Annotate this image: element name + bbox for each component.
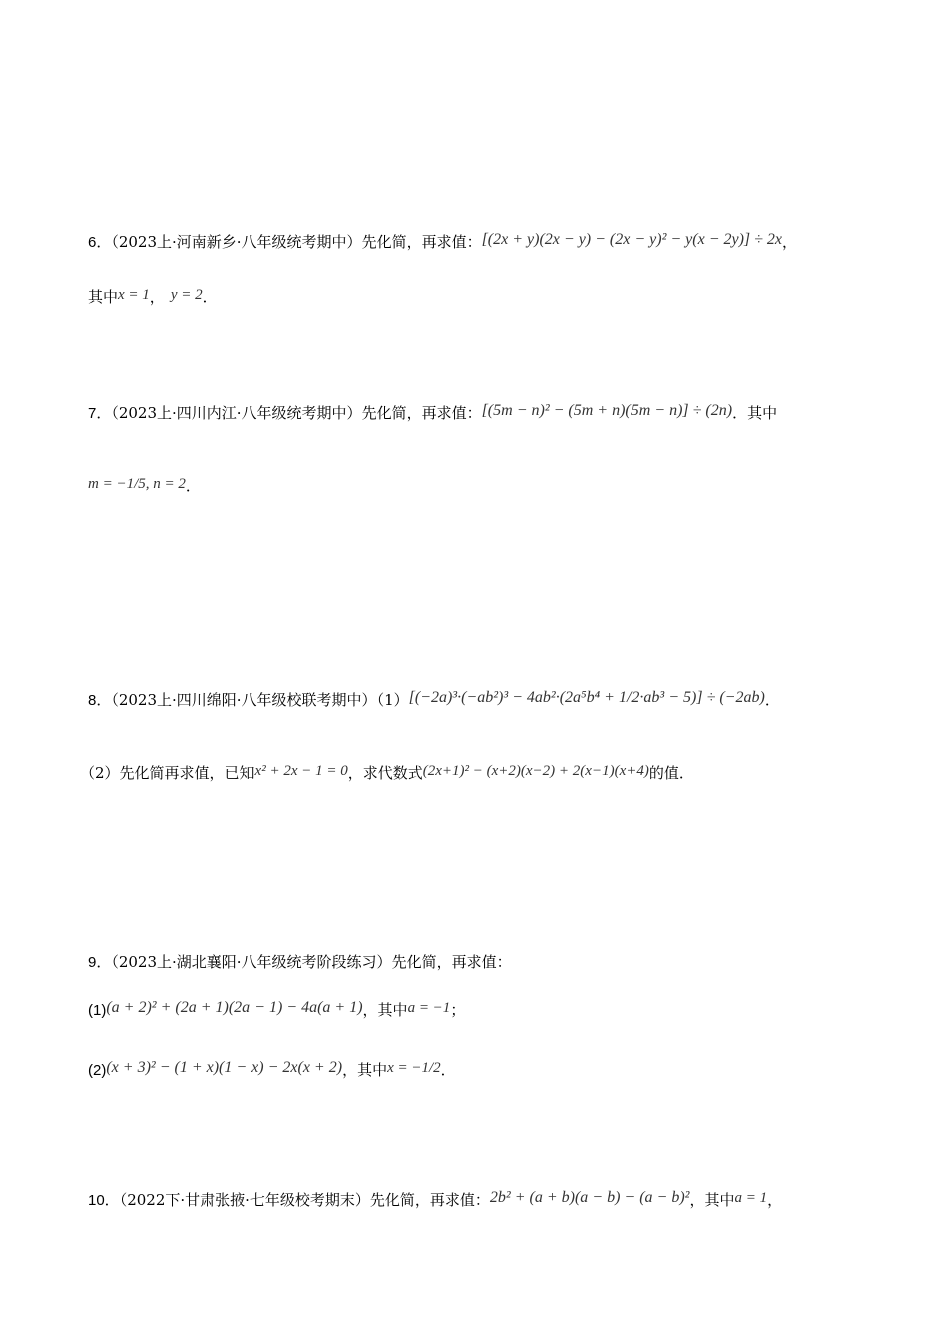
problem-9-part-2-condition: x = −1/2 xyxy=(387,1060,441,1076)
problem-6-condition-lead: 其中 xyxy=(88,288,119,306)
problem-9-part-1-end: ； xyxy=(450,1001,466,1019)
problem-9-source: （2023上·湖北襄阳·八年级统考阶段练习） xyxy=(111,953,392,971)
problem-8-part-1-expression: [(−2a)³·(−ab²)³ − 4ab²·(2a⁵b⁴ + 1/2·ab³ − 5)] ÷ (−2ab) xyxy=(408,689,765,706)
problem-10-number: 10． xyxy=(88,1192,120,1209)
problem-7-condition: m = −1/5, n = 2 xyxy=(88,476,186,492)
problem-9-prompt: 先化简，再求值： xyxy=(391,953,512,971)
problem-8-part-2-expression: (2x+1)² − (x+2)(x−2) + 2(x−1)(x+4) xyxy=(422,763,649,779)
problem-9-part-1-condition: a = −1 xyxy=(407,1000,451,1016)
problem-9-part-1-expression: (a + 2)² + (2a + 1)(2a − 1) − 4a(a + 1) xyxy=(106,999,363,1016)
problem-6-separator: ， xyxy=(149,288,165,306)
problem-9-part-1-label: (1) xyxy=(88,1002,107,1019)
problem-6-line-2 xyxy=(88,287,218,308)
problem-6-tail: ， xyxy=(782,233,798,251)
problem-9-part-1-mid: ，其中 xyxy=(362,1001,408,1019)
problem-7-line-1 xyxy=(88,403,777,424)
problem-8-number: 8． xyxy=(88,692,112,709)
problem-10-prompt: 先化简，再求值： xyxy=(369,1191,490,1209)
problem-8-part-2-given: x² + 2x − 1 = 0 xyxy=(254,763,348,779)
problem-7-tail: ．其中 xyxy=(732,404,778,422)
problem-9-number: 9． xyxy=(88,954,112,971)
problem-6-number: 6． xyxy=(88,234,112,251)
problem-9-part-2-end: ． xyxy=(440,1061,456,1079)
problem-6-line-1 xyxy=(88,232,797,253)
problem-8-line-2 xyxy=(80,763,694,784)
problem-7-expression: [(5m − n)² − (5m + n)(5m − n)] ÷ (2n) xyxy=(481,402,733,419)
problem-7-line-2 xyxy=(88,476,201,497)
problem-6-prompt: 先化简，再求值： xyxy=(361,233,482,251)
problem-8-part-1-end: ． xyxy=(764,691,780,709)
problem-9-line-3 xyxy=(88,1060,456,1081)
problem-6-expression: [(2x + y)(2x − y) − (2x − y)² − y(x − 2y)] ÷ 2x xyxy=(481,231,783,248)
problem-9-part-2-label: (2) xyxy=(88,1062,107,1079)
problem-10-expression: 2b² + (a + b)(a − b) − (a − b)² xyxy=(489,1189,690,1206)
problem-8-part-2-end: 的值． xyxy=(648,764,694,782)
problem-9-line-2 xyxy=(88,1000,465,1021)
problem-6-condition-x: x = 1 xyxy=(118,287,150,303)
problem-7-source: （2023上·四川内江·八年级统考期中） xyxy=(111,404,362,422)
problem-10-condition: a = 1 xyxy=(734,1190,768,1206)
problem-10-source: （2022下·甘肃张掖·七年级校考期末） xyxy=(119,1191,370,1209)
problem-7-number: 7． xyxy=(88,405,112,422)
problem-8-source: （2023上·四川绵阳·八年级校联考期中） xyxy=(111,691,377,709)
problem-8-part-2-label: （2）先化简再求值，已知 xyxy=(80,764,255,782)
problem-10-mid: ，其中 xyxy=(689,1191,735,1209)
problem-9-part-2-expression: (x + 3)² − (1 + x)(1 − x) − 2x(x + 2) xyxy=(106,1059,343,1076)
problem-9-line-1 xyxy=(88,952,512,973)
problem-6-condition-y: y = 2 xyxy=(170,287,203,303)
problem-8-line-1 xyxy=(88,690,780,711)
problem-6-source: （2023上·河南新乡·八年级统考期中） xyxy=(111,233,362,251)
problem-9-part-2-mid: ，其中 xyxy=(342,1061,388,1079)
problem-10-line-1 xyxy=(88,1190,782,1211)
problem-8-part-1-label: （1） xyxy=(376,691,409,709)
problem-10-end: ， xyxy=(767,1191,783,1209)
problem-7-end: ． xyxy=(185,477,201,495)
problem-8-part-2-mid: ，求代数式 xyxy=(347,764,423,782)
problem-7-prompt: 先化简，再求值： xyxy=(361,404,482,422)
problem-6-end: ． xyxy=(202,288,218,306)
